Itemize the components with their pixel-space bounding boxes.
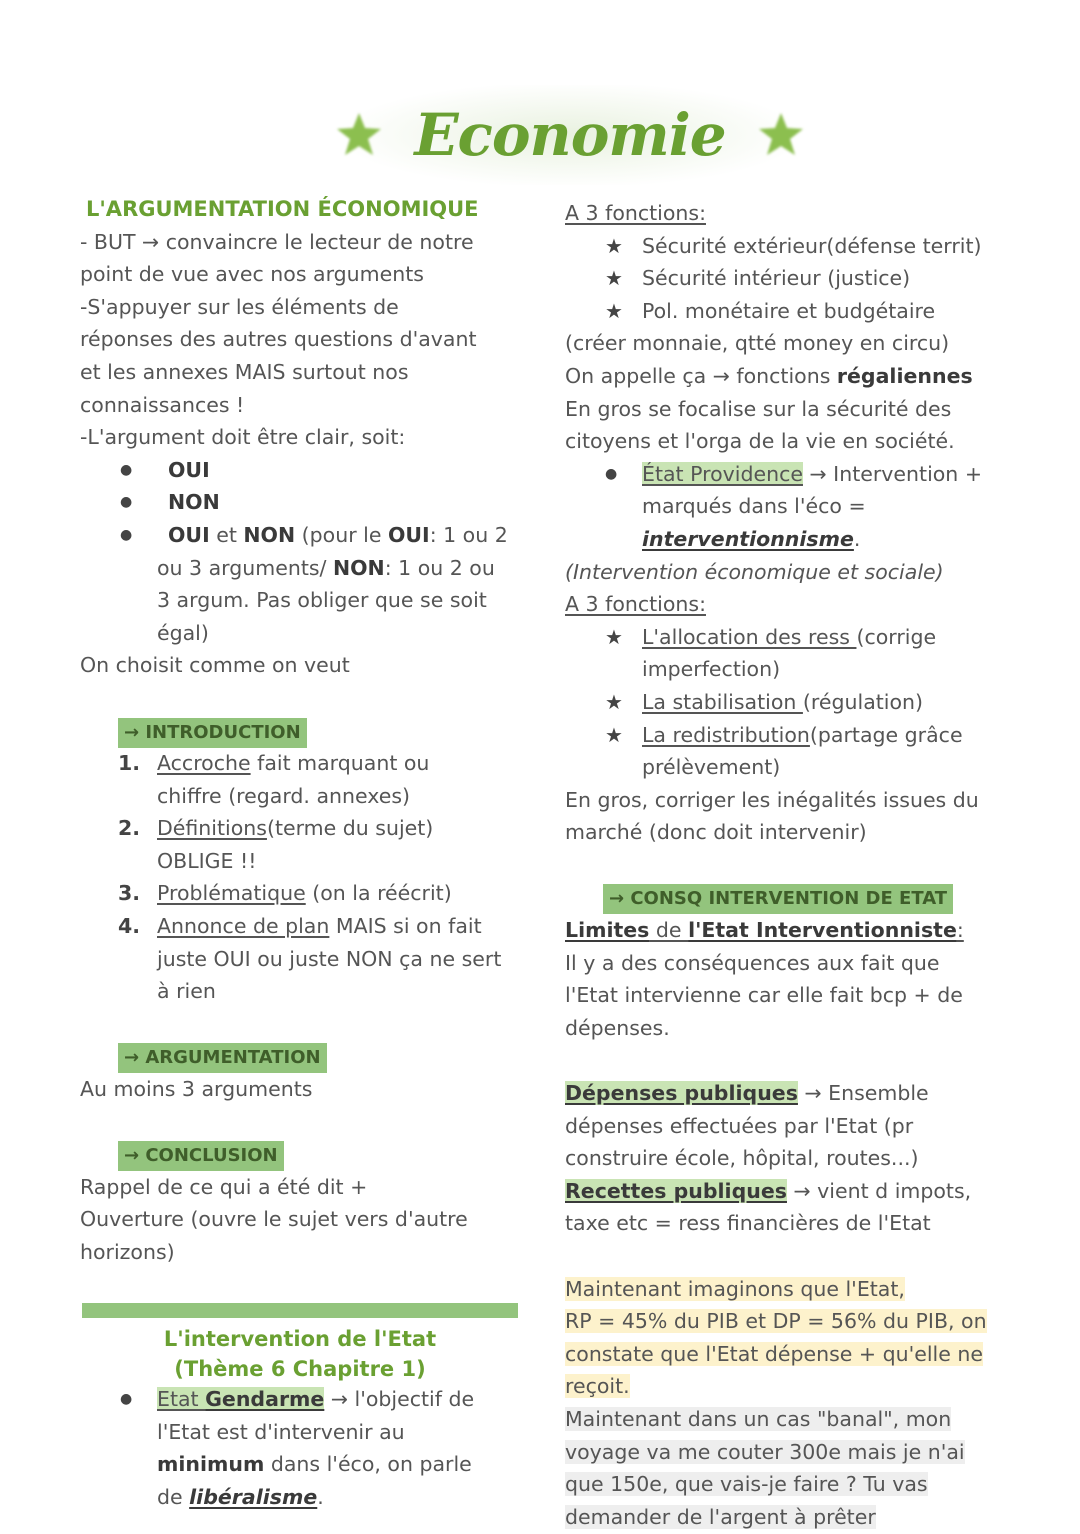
list-item: 4. Annonce de plan MAIS si on fait [118,914,482,939]
left-column [80,193,520,1269]
text-line: -S'appuyer sur les éléments de [80,294,399,319]
text-line: point de vue avec nos arguments [80,262,424,287]
text-line: juste OUI ou juste NON ça ne sert [157,946,502,971]
recettes-line: Recettes publiques → vient d impots, [565,1178,972,1203]
text-line: Au moins 3 arguments [80,1077,313,1102]
list-item: ★ Sécurité intérieur (justice) [565,262,1005,295]
fonctions-label: A 3 fonctions: [565,201,706,225]
limites-heading: Limites de l'Etat Interventionniste: [565,918,964,943]
intervention-heading: L'intervention de l'Etat [163,1327,437,1351]
list-item [80,454,520,487]
list-item: 3. Problématique (on la réécrit) [118,881,452,906]
text-line: imperfection) [642,657,781,682]
text-line: taxe etc = ress financières de l'Etat [565,1211,931,1236]
list-item: ★ La stabilisation (régulation) [565,686,1005,719]
list-item [80,486,520,519]
gendarme-block [80,1383,520,1513]
text-line: que 150e, que vais-je faire ? Tu vas [565,1472,928,1497]
bullet-icon: ● [120,1391,133,1407]
argumentation-tag: → ARGUMENTATION [118,1043,327,1073]
consq-tag: → CONSQ INTERVENTION DE ETAT [603,884,953,914]
star-bullet-icon: ★ [605,266,623,291]
text-line: reçoit. [565,1374,630,1399]
intervention-subheading: (Thème 6 Chapitre 1) [174,1357,426,1381]
star-bullet-icon: ★ [605,689,623,714]
depenses-line: Dépenses publiques → Ensemble [565,1081,929,1106]
list-item: ● Etat Gendarme → l'objectif de [80,1383,520,1416]
text-line: RP = 45% du PIB et DP = 56% du PIB, on [565,1309,987,1334]
text-line: dépenses effectuées par l'Etat (pr [565,1113,914,1138]
text-line: réponses des autres questions d'avant [80,327,477,352]
bullet-icon: ● [120,526,133,543]
star-icon [756,110,806,160]
star-bullet-icon: ★ [605,722,623,747]
text-line: (créer monnaie, qtté money en circu) [565,331,950,356]
list-item: ● État Providence → Intervention + [565,458,1005,491]
text-line: interventionnisme. [642,526,861,551]
page-title-banner [350,85,790,185]
text-line: En gros, corriger les inégalités issues du [565,787,979,812]
text-line: constate que l'Etat dépense + qu'elle ne [565,1341,983,1366]
text-line: égal) [157,620,209,645]
text-line: ou 3 arguments/ NON: 1 ou 2 ou [157,555,495,580]
conclusion-tag-row [80,1138,520,1171]
star-bullet-icon: ★ [605,624,623,649]
star-bullet-icon: ★ [605,298,623,323]
list-item-label: NON [168,490,220,515]
list-item-label: OUI [168,457,210,482]
page-title: Economie [414,101,726,169]
list-item: ★ Pol. monétaire et budgétaire [565,295,1005,328]
text-line: Ouverture (ouvre le sujet vers d'autre [80,1207,468,1232]
text-line: prélèvement) [642,755,781,780]
text-line: l'Etat est d'intervenir au [157,1419,405,1444]
star-bullet-icon: ★ [605,233,623,258]
text-line: marqués dans l'éco = [642,494,866,519]
bullet-icon: ● [120,461,133,478]
right-column [565,197,1005,1533]
list-item: ★ Sécurité extérieur(défense territ) [565,230,1005,263]
list-item-label: OUI et NON (pour le OUI: 1 ou 2 [168,522,508,547]
text-line: - BUT → convaincre le lecteur de notre [80,229,474,254]
bullet-icon: ● [120,494,133,511]
section-heading-argumentation: L'ARGUMENTATION ÉCONOMIQUE [86,197,479,221]
fonctions-label: A 3 fonctions: [565,592,706,617]
text-line: OBLIGE !! [157,848,257,873]
text-line: 3 argum. Pas obliger que se soit [157,588,487,613]
text-line: demander de l'argent à prêter [565,1504,876,1529]
list-item: 1. Accroche fait marquant ou [118,751,430,776]
text-line: dépenses. [565,1015,670,1040]
conclusion-tag: → CONCLUSION [118,1141,284,1171]
section-divider [82,1303,518,1318]
list-item: 2. Définitions(terme du sujet) [118,816,434,841]
text-line: citoyens et l'orga de la vie en société. [565,429,955,454]
text-line: Maintenant imaginons que l'Etat, [565,1276,905,1301]
star-icon [334,110,384,160]
bullet-icon: ● [605,465,618,482]
text-line: -L'argument doit être clair, soit: [80,425,406,450]
list-item: ★ La redistribution(partage grâce [565,719,1005,752]
text-line: Rappel de ce qui a été dit + [80,1174,368,1199]
text-line: horizons) [80,1240,175,1264]
list-item: ★ L'allocation des ress (corrige [565,621,1005,654]
text-line: Maintenant dans un cas "banal", mon [565,1406,952,1431]
text-line: marché (donc doit intervenir) [565,820,867,845]
text-line: On appelle ça → fonctions régaliennes [565,363,973,388]
text-line: On choisit comme on veut [80,653,350,678]
introduction-tag-row [80,715,520,748]
text-line: l'Etat intervienne car elle fait bcp + de [565,983,963,1008]
text-line: En gros se focalise sur la sécurité des [565,396,952,421]
text-line: de libéralisme. [157,1484,324,1509]
text-line: minimum dans l'éco, on parle [157,1452,472,1477]
list-item [80,519,520,552]
text-line: et les annexes MAIS surtout nos [80,359,409,384]
text-line: voyage va me couter 300e mais je n'ai [565,1439,965,1464]
introduction-tag: → INTRODUCTION [118,718,307,748]
argumentation-tag-row [80,1040,520,1073]
text-line: (Intervention économique et sociale) [565,559,944,584]
text-line: construire école, hôpital, routes...) [565,1146,919,1171]
text-line: à rien [157,979,216,1004]
text-line: chiffre (regard. annexes) [157,783,411,808]
text-line: connaissances ! [80,392,245,417]
consq-tag-row [565,881,1005,914]
text-line: Il y a des conséquences aux fait que [565,950,940,975]
